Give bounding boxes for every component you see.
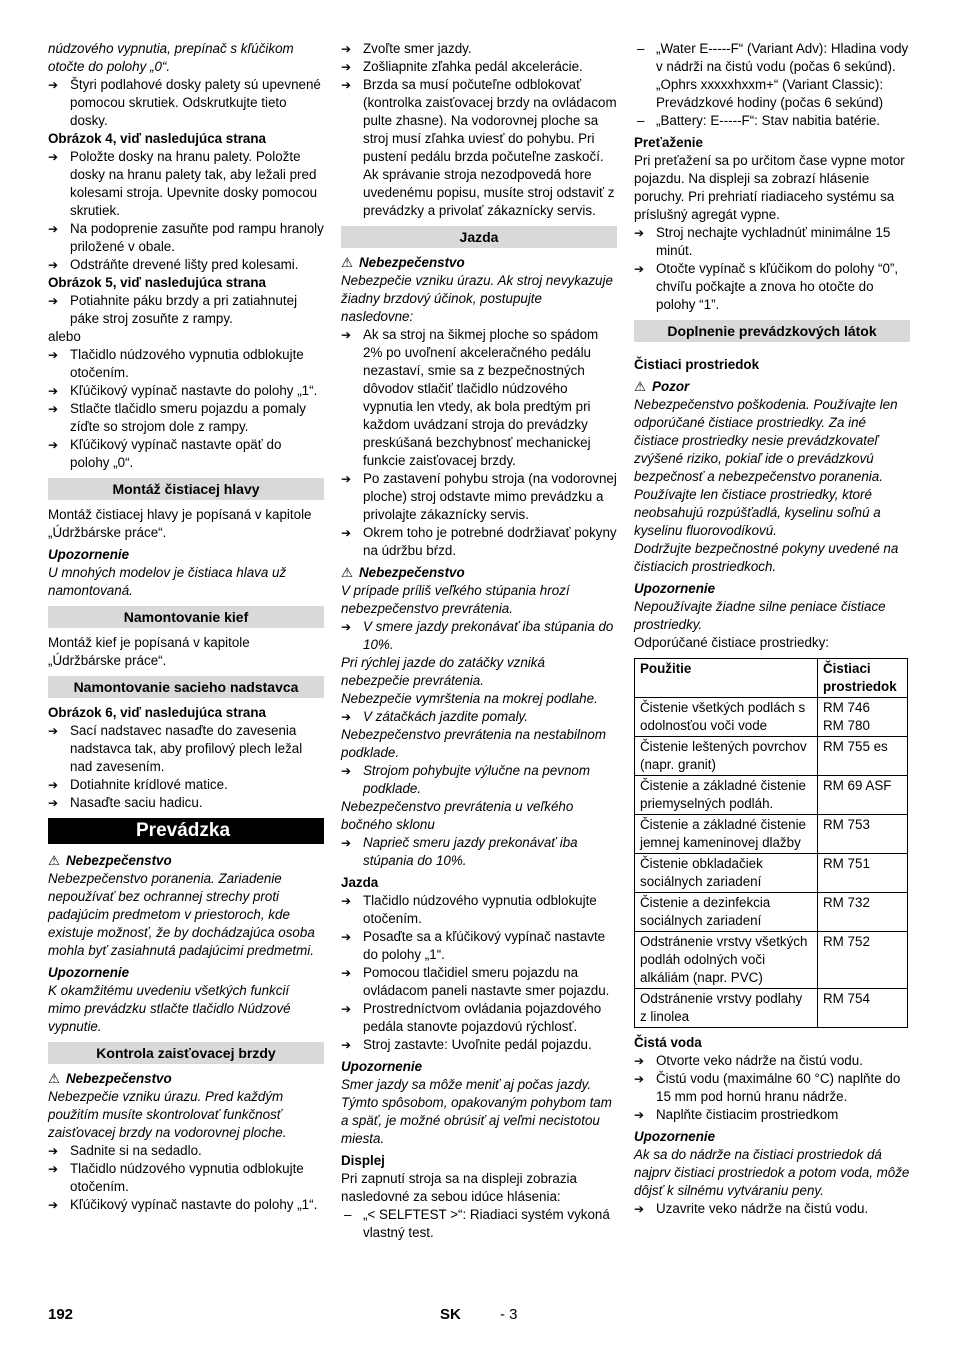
step: ➔ Po zastavení pohybu stroja (na vodorovnej ploche) stroj odstavte mimo prevádzku a privolajte zákaznícky servis. [341,470,617,524]
table-row [635,776,908,815]
note-title: Upozornenie [48,965,130,980]
body-text: Montáž čistiacej hlavy je popísaná v kapitole „Údržbárske práce“. [48,507,312,540]
step: ➔ Na podoprenie zasuňte pod rampu hranoly priložené v obale. [48,220,324,256]
step: ➔ Otvorte veko nádrže na čistú vodu. [634,1052,910,1070]
step: ➔ Stlačte tlačidlo smeru pojazdu a pomaly zíďte so strojom dole z rampy. [48,400,324,436]
note-text: Ak sa do nádrže na čistiaci prostriedok dá najprv čistiaci prostriedok a potom voda, môže dôjsť k silnému vytváraniu peny. [634,1147,910,1198]
language-code: SK [440,1306,461,1323]
warning-icon: ⚠ [48,1071,61,1086]
chapter-heading: Prevádzka [48,818,324,844]
danger-text: Nebezpečenstvo prevrátenia na nestabilnom podklade. [341,727,607,760]
section-heading: Doplnenie prevádzkových látok [634,320,910,342]
table-cell: RM 746 RM 780 [818,698,908,737]
page-number: 192 [48,1306,74,1323]
step: ➔ Zvoľte smer jazdy. [341,40,617,58]
body-text: Pri zapnutí stroja sa na displeji zobrazia nasledovné za sebou idúce hlásenia: [341,1171,577,1204]
table-cell: Čistenie leštených povrchov (napr. granit) [635,737,818,776]
table-cell: RM 751 [818,854,908,893]
table-cell: Čistenie a základné čistenie jemnej kameninovej dlažby [635,815,818,854]
warning-icon: ⚠ [341,565,354,580]
note-title: Upozornenie [48,547,130,562]
step: ➔ Kľúčikový vypínač nastavte opäť do polohy „0“. [48,436,324,472]
step: ➔ Brzda sa musí počuteľne odblokovať (kontrolka zaisťovacej brzdy na ovládacom pulte zhasne). Na vodorovnej ploche sa stroj musí zľahka uviesť do pohybu. Pri pustení pedálu brzda počuteľne zaskočí. Ak správanie stroja nezodpovedá hore uvedenému popisu, musíte stroj odstaviť z prevádzky a privolať zákaznícky servis. [341,76,617,220]
table-cell: Čistenie obkladačiek sociálnych zariadení [635,854,818,893]
body-text: Montáž kief je popísaná v kapitole „Údržbárske práce“. [48,635,250,668]
figure-ref: Obrázok 6, viď nasledujúca strana [48,705,267,720]
note-text: K okamžitému uvedeniu všetkých funkcií mimo prevádzku stlačte tlačidlo Núdzové vypnutie. [48,983,291,1034]
table-row [635,815,908,854]
step: ➔ Strojom pohybujte výlučne na pevnom podklade. [341,762,617,798]
note-text: U mnohých modelov je čistiaca hlava už namontovaná. [48,565,287,598]
step: ➔ V zátačkách jazdite pomaly. [341,708,617,726]
step: ➔ Zošliapnite zľahka pedál akcelerácie. [341,58,617,76]
section-number: - 3 [500,1306,518,1323]
step: ➔ Pomocou tlačidiel smeru pojazdu na ovládacom paneli nastavte smer pojazdu. [341,964,617,1000]
table-cell: RM 755 es [818,737,908,776]
figure-ref: Obrázok 5, viď nasledujúca strana [48,275,267,290]
section-heading: Kontrola zaisťovacej brzdy [48,1042,324,1064]
section-heading: Jazda [341,226,617,248]
note-text: Nepoužívajte žiadne silne peniace čistiace prostriedky. [634,599,886,632]
warning-icon: ⚠ [634,379,647,394]
step: ➔ Naprieč smeru jazdy prekonávať iba stúpania do 10%. [341,834,617,870]
note-title: Upozornenie [341,1059,423,1074]
body-text: Pri preťažení sa po určitom čase vypne motor pojazdu. Na displeji sa zobrazí hlásenie poruchy. Pri prehriatí riadiaceho systému sa príslušný agregát vypne. [634,153,905,222]
step: ➔ Kľúčikový vypínač nastavte do polohy „1“. [48,382,324,400]
step: ➔ Tlačidlo núdzového vypnutia odblokujte otočením. [48,1160,324,1196]
danger-text: Nebezpečenstvo poranenia. Zariadenie nepoužívať bez ochrannej strechy proti padajúcim predmetom v priestoroch, kde existuje možnosť, že by dochádzajúca osoba mohla byť zasiahnutá padajúcimi predmetmi. [48,871,315,958]
step: ➔ Stroj nechajte vychladnúť minimálne 15 minút. [634,224,910,260]
subheading: Displej [341,1153,385,1168]
step: ➔ Posaďte sa a kľúčikový vypínač nastavte do polohy „1“. [341,928,617,964]
table-cell: RM 753 [818,815,908,854]
caution-text: Dodržujte bezpečnostné pokyny uvedené na čistiacich prostriedkoch. [634,541,899,574]
table-row [635,698,908,737]
warning-icon: ⚠ [48,853,61,868]
section-heading: Montáž čistiacej hlavy [48,478,324,500]
step: ➔ Odstráňte drevené lišty pred kolesami. [48,256,324,274]
danger-title: ⚠ Nebezpečenstvo [341,565,465,580]
table-row [635,932,908,989]
note-text: Smer jazdy sa môže meniť aj počas jazdy. Týmto spôsobom, opakovaným pohybom tam a späť, je možné obrúsiť aj veľmi necistotou miesta. [341,1077,612,1146]
step: ➔ Ak sa stroj na šikmej ploche so spádom 2% po uvoľnení akceleračného pedálu nezastaví, smie sa z bezpečnostných dôvodov stlačiť tlačidlo núdzového vypnutia len vtedy, ak bola predtým pri každom uvádzaní stroja do prevádzky preskúšaná bezchybnosť mechanickej funkcie zaisťovacej brzdy. [341,326,617,470]
table-row [635,893,908,932]
alt-text: alebo [48,329,81,344]
display-item: „Ophrs xxxxxhxxm+“ (Variant Classic): Prevádzkové hodiny (počas 6 sekúnd) [656,77,884,110]
table-cell: Čistenie všetkých podlách s odolnosťou voči vode [635,698,818,737]
table-cell: Odstránenie vrstvy všetkých podláh odolných voči alkáliám (napr. PVC) [635,932,818,989]
display-item: – „< SELFTEST >“: Riadiaci systém vykoná vlastný test. [341,1206,617,1242]
table-row [635,737,908,776]
subheading: Čistá voda [634,1035,702,1050]
step: ➔ Čistú vodu (maximálne 60 °C) naplňte do 15 mm pod hornú hranu nádrže. [634,1070,910,1106]
step: ➔ Otočte vypínač s kľúčikom do polohy “0”, chvíľu počkajte a znova ho otočte do polohy “1”. [634,260,910,314]
table-cell: RM 754 [818,989,908,1028]
danger-title: ⚠ Nebezpečenstvo [48,1071,172,1086]
column-3 [634,40,910,1218]
step: ➔ Štyri podlahové dosky palety sú upevnené pomocou skrutiek. Odskrutkujte tieto dosky. [48,76,324,130]
table-cell: Čistenie a dezinfekcia sociálnych zariadení [635,893,818,932]
column-1 [48,40,324,1214]
step: ➔ Potiahnite páku brzdy a pri zatiahnutej páke stroj zosuňte z rampy. [48,292,324,328]
step: ➔ V smere jazdy prekonávať iba stúpania do 10%. [341,618,617,654]
step: ➔ Tlačidlo núdzového vypnutia odblokujte otočením. [341,892,617,928]
danger-title: ⚠ Nebezpečenstvo [341,255,465,270]
table-cell: Odstránenie vrstvy podlahy z linolea [635,989,818,1028]
column-2 [341,40,617,1242]
table-header-row [635,659,908,698]
subheading: Preťaženie [634,135,703,150]
subheading: Čistiaci prostriedok [634,357,760,372]
step: ➔ Uzavrite veko nádrže na čistú vodu. [634,1200,910,1218]
section-heading: Namontovanie kief [48,606,324,628]
intro-text: núdzového vypnutia, prepínač s kľúčikom otočte do polohy „0“. [48,41,294,74]
step: ➔ Sadnite si na sedadlo. [48,1142,324,1160]
table-cell: RM 69 ASF [818,776,908,815]
section-heading: Namontovanie sacieho nadstavca [48,676,324,698]
step: ➔ Tlačidlo núdzového vypnutia odblokujte otočením. [48,346,324,382]
subheading: Jazda [341,875,379,890]
danger-text: Nebezpečie vzniku úrazu. Pred každým použitím musíte skontrolovať funkčnosť zaisťovacej brzdy na vodorovnej ploche. [48,1089,287,1140]
step: ➔ Nasaďte saciu hadicu. [48,794,324,812]
table-header-cell: Čistiaci prostriedok [818,659,908,698]
table-header-cell: Použitie [635,659,818,698]
detergent-table [634,658,908,1028]
step: ➔ Okrem toho je potrebné dodržiavať pokyny na údržbu bŕzd. [341,524,617,560]
danger-title: ⚠ Nebezpečenstvo [48,853,172,868]
step: ➔ Prostredníctvom ovládania pojazdového pedála stanovte pojazdovú rýchlosť. [341,1000,617,1036]
caution-title: ⚠ Pozor [634,379,690,394]
step: ➔ Položte dosky na hranu palety. Položte dosky na hranu palety tak, aby ležali pred kolesami stroja. Upevnite dosky pomocou skrutiek. [48,148,324,220]
step: ➔ Kľúčikový vypínač nastavte do polohy „1“. [48,1196,324,1214]
note-title: Upozornenie [634,581,716,596]
table-cell: RM 752 [818,932,908,989]
table-cell: Čistenie a základné čistenie priemyselných podláh. [635,776,818,815]
danger-text: Nebezpečie vymrštenia na mokrej podlahe. [341,691,598,706]
display-item: – „Battery: E-----F“: Stav nabitia batérie. [634,112,910,130]
danger-text: Nebezpečie vzniku úrazu. Ak stroj nevykazuje žiadny brzdový účinok, postupujte nasledovne: [341,273,613,324]
step: ➔ Dotiahnite krídlové matice. [48,776,324,794]
body-text: Odporúčané čistiace prostriedky: [634,635,830,650]
caution-text: Nebezpečenstvo poškodenia. Používajte len odporúčané čistiace prostriedky. Za iné čistiace prostriedky nesie prevádzkovateľ zvýšené riziko, pokiaľ ide o prevádzkovú bezpečnosť a nebezpečenstvo poranenia. Používajte len čistiace prostriedky, ktoré neobsahujú rozpúšťadlá, kyselinu soľnú a kyselinu fluorovodíkovú. [634,397,898,538]
danger-text: Pri rýchlej jazde do zatáčky vzniká nebezpečie prevrátenia. [341,655,545,688]
note-title: Upozornenie [634,1129,716,1144]
table-cell: RM 732 [818,893,908,932]
warning-icon: ⚠ [341,255,354,270]
table-row [635,989,908,1028]
step: ➔ Naplňte čistiacim prostriedkom [634,1106,910,1124]
display-item: – „Water E-----F“ (Variant Adv): Hladina vody v nádrži na čistú vodu (počas 6 sekúnd). [634,40,910,76]
danger-text: V prípade príliš veľkého stúpania hrozí nebezpečenstvo prevrátenia. [341,583,570,616]
step: ➔ Sací nadstavec nasaďte do zavesenia nadstavca tak, aby profilový plech ležal nad zavesením. [48,722,324,776]
danger-text: Nebezpečenstvo prevrátenia u veľkého bočného sklonu [341,799,574,832]
table-row [635,854,908,893]
step: ➔ Stroj zastavte: Uvoľnite pedál pojazdu. [341,1036,617,1054]
figure-ref: Obrázok 4, viď nasledujúca strana [48,131,267,146]
